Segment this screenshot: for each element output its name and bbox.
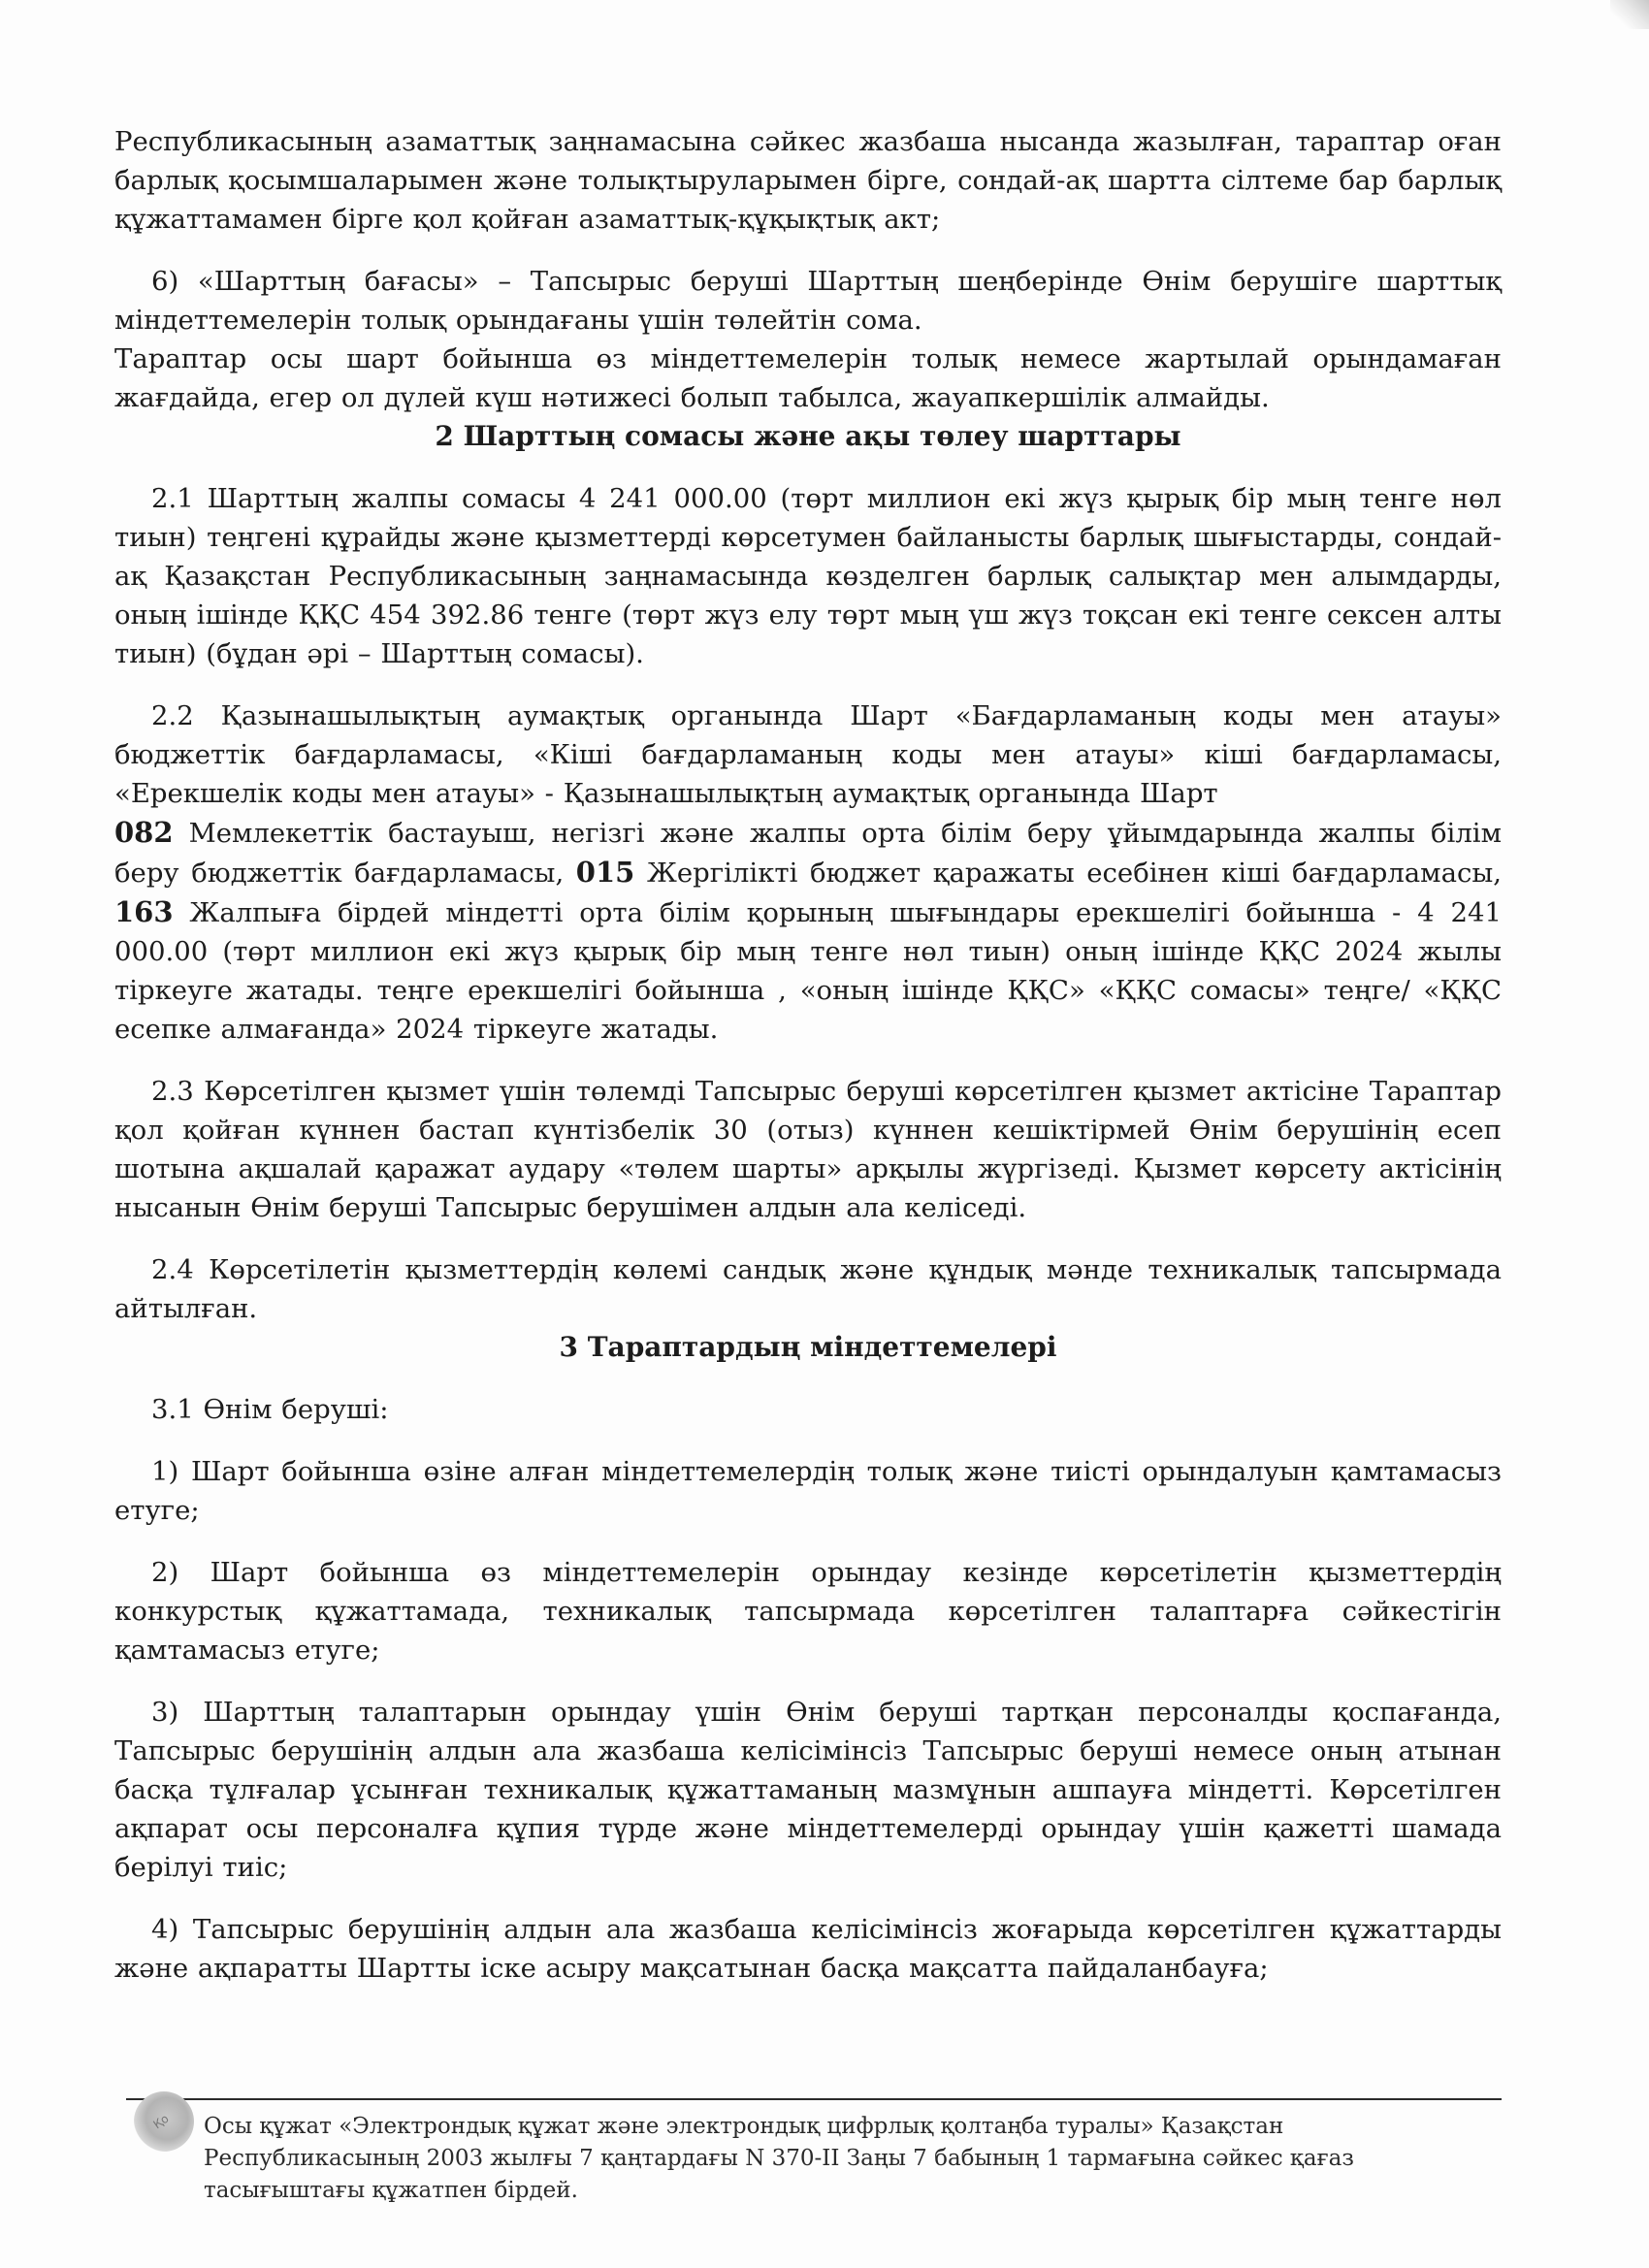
stamp-text: Қо [150, 2111, 172, 2132]
clause-2-4: 2.4 Көрсетілетін қызметтердің көлемі сандық және құндық мәнде техникалық тапсырмада айтылған. [114, 1254, 1502, 1324]
obligation-item-2: 2) Шарт бойынша өз міндеттемелерін орындау кезінде көрсетілетін қызметтердің конкурстық құжаттамада, техникалық тапсырмада көрсетілген талаптарға сәйкестігін қамтамасыз етуге; [114, 1557, 1502, 1666]
clause-2-3: 2.3 Көрсетілген қызмет үшін төлемді Тапсырыс беруші көрсетілген қызмет актісіне Тараптар қол қойған күннен бастап күнтізбелік 30 (отыз) күннен кешіктірмей Өнім берушінің есеп шотына ақшалай қаражат аудару «төлем шарты» арқылы жүргізеді. Қызмет көрсету актісінің нысанын Өнім беруші Тапсырыс берушімен алдын ала келіседі. [114, 1076, 1502, 1223]
code-015: 015 [575, 856, 635, 889]
definition-6: 6) «Шарттың бағасы» – Тапсырыс беруші Шарттың шеңберінде Өнім берушіге шарттық міндеттемелерін толық орындағаны үшін төлейтін сома. [114, 266, 1502, 336]
obligation-item-4: 4) Тапсырыс берушінің алдын ала жазбаша келісімінсіз жоғарыда көрсетілген құжаттарды және ақпаратты Шартты іске асыру мақсатынан басқа мақсатта пайдаланбауға; [114, 1914, 1502, 1984]
section-2-title: 2 Шарттың сомасы және ақы төлеу шарттары [435, 420, 1181, 452]
footer-line-1: Осы құжат «Электрондық құжат және электрондық цифрлық қолтаңба туралы» Қазақстан [204, 2114, 1284, 2139]
code-163: 163 [114, 895, 174, 928]
text-015: Жергілікті бюджет қаражаты есебінен кіші бағдарламасы, [634, 858, 1502, 889]
footer-divider [126, 2098, 1502, 2100]
clause-2-1: 2.1 Шарттың жалпы сомасы 4 241 000.00 (төрт миллион екі жүз қырық бір мың тенге нөл тиын) теңгені құрайды және қызметтерді көрсетумен байланысты барлық шығыстарды, сондай-ақ Қазақстан Республикасының заңнамасында көзделген барлық салықтар мен алымдарды, оның ішінде ҚҚС 454 392.86 тенге (төрт жүз елу төрт мың үш жүз тоқсан екі тенге сексен алты тиын) (бұдан әрі – Шарттың сомасы). [114, 483, 1502, 669]
footer-line-2: Республикасының 2003 жылғы 7 қаңтардағы N 370-II Заңы 7 бабының 1 тармағына сәйкес қағаз [204, 2146, 1354, 2171]
intro-definition: Республикасының азаматтық заңнамасына сәйкес жазбаша нысанда жазылған, тараптар оған барлық қосымшаларымен және толықтыруларымен бірге, сондай-ақ шартта сілтеме бар барлық құжаттамамен бірге қол қойған азаматтық-құқықтық акт; [114, 126, 1502, 235]
document-body [114, 122, 1502, 1988]
clause-3-1: 3.1 Өнім беруші: [151, 1394, 389, 1425]
clause-2-2-intro: 2.2 Қазынашылықтың аумақтық органында Шарт «Бағдарламаның коды мен атауы» бюджеттік бағдарламасы, «Кіші бағдарламаның коды мен атауы» кіші бағдарламасы, «Ерекшелік коды мен атауы» - Қазынашылықтың аумақтық органында Шарт [114, 700, 1502, 809]
section-3-title: 3 Тараптардың міндеттемелері [559, 1331, 1057, 1363]
obligation-item-1: 1) Шарт бойынша өзіне алған міндеттемелердің толық және тиісті орындалуын қамтамасыз етуге; [114, 1456, 1502, 1526]
footer-line-3: тасығыштағы құжатпен бірдей. [204, 2178, 578, 2203]
qr-stamp-icon [134, 2091, 194, 2152]
force-majeure-paragraph: Тараптар осы шарт бойынша өз міндеттемелерін толық немесе жартылай орындамаған жағдайда, егер ол дүлей күш нәтижесі болып табылса, жауапкершілік алмайды. [114, 343, 1502, 413]
obligation-item-3: 3) Шарттың талаптарын орындау үшін Өнім беруші тартқан персоналды қоспағанда, Тапсырыс берушінің алдын ала жазбаша келісімінсіз Тапсырыс беруші немесе оның атынан басқа тұлғалар ұсынған техникалық құжаттаманың мазмұнын ашпауға міндетті. Көрсетілген ақпарат осы персоналға құпия түрде және міндеттемелерді орындау үшін қажетті шамада берілуі тиіс; [114, 1697, 1502, 1883]
footer-note [204, 2111, 1416, 2207]
page-corner-shadow [1610, 0, 1649, 29]
code-082: 082 [114, 816, 174, 849]
text-082: Мемлекеттік бастауыш, негізгі және жалпы орта білім беру ұйымдарында жалпы білім беру бюджеттік бағдарламасы, [114, 818, 1502, 889]
clause-2-2-codes [114, 813, 1502, 1049]
text-163: Жалпыға бірдей міндетті орта білім қорының шығындары ерекшелігі бойынша - 4 241 000.00 (төрт миллион екі жүз қырық бір мың тенге нөл тиын) оның ішінде ҚҚС 2024 жылы тіркеуге жатады. теңге ерекшелігі бойынша , «оның ішінде ҚҚС» «ҚҚС сомасы» теңге/ «ҚҚС есепке алмағанда» 2024 тіркеуге жатады. [114, 897, 1502, 1045]
